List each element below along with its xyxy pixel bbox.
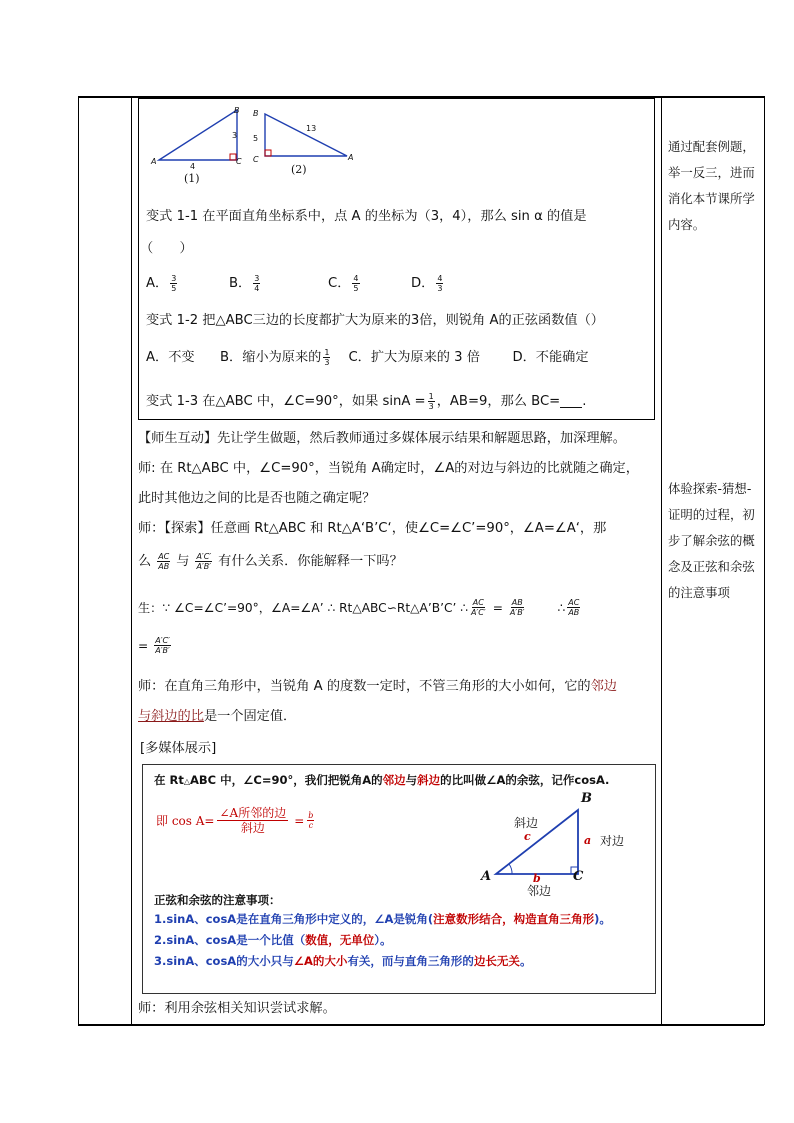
fig1-label-c: C (236, 157, 242, 166)
fig1-side-ac: 4 (190, 162, 196, 171)
teacher-statement-line1: 师：在直角三角形中，当锐角 A 的度数一定时，不管三角形的大小如何，它的邻边 (138, 679, 617, 694)
table-col-line-4 (764, 96, 765, 1025)
fig2-label-b: B (253, 109, 259, 118)
variant-1-1-text: 变式 1-1 在平面直角坐标系中，点 A 的坐标为（3，4），那么 sin α 的值是 (146, 209, 587, 224)
tri-opp-label: 对边 (600, 834, 625, 848)
tri-label-b: B (581, 791, 592, 806)
definition-text: 在 Rt△ABC 中，∠C=90°，我们把锐角A的邻边与斜边的比叫做∠A的余弦，记作cosA. (154, 773, 610, 787)
explore-line2: 么 $\frac{AC}{AB}$ 与 $\frac{A'C'}{A'B'}$ 有什么关系．你能解释一下吗？ (138, 552, 403, 571)
fig1-label-a: A (151, 157, 157, 166)
multimedia-label: [多媒体展示] (140, 741, 217, 756)
side-note-top: 通过配套例题，举一反三，进而消化本节课所学内容。 (668, 139, 755, 232)
fig1-label-b: B (234, 106, 240, 115)
table-col-line-2 (131, 96, 132, 1025)
triangle-figures (145, 104, 375, 190)
option-b: B． $\frac{3}{4}$ (229, 274, 260, 293)
cos-formula: 即 cos A= ∠A所邻的边 斜边 = $\frac{b}{c}$ (156, 806, 314, 835)
tri-adj-label: 邻边 (527, 884, 552, 898)
option-d: D． $\frac{4}{3}$ (411, 274, 443, 293)
student-answer-line1: 生：∵ ∠C=∠C’=90°，∠A=∠A’ ∴ Rt△ABC∽Rt△A’B’C’ ∴ $\frac{AC}{A'C'}$ = $\frac{AB}{A'B'}$ ∴ $\frac{AC}{AB}$ (138, 598, 580, 617)
v12-option-d: D．不能确定 (512, 349, 589, 365)
tri-label-a: A (481, 869, 492, 884)
side-note-middle: 体验探索-猜想-证明的过程，初步了解余弦的概念及正弦和余弦的注意事项 (668, 481, 755, 600)
tri-hyp-label: 斜边 (514, 816, 539, 830)
teacher-final-line: 师：利用余弦相关知识尝试求解。 (138, 1001, 336, 1016)
teacher-question-line1: 师: 在 Rt△ABC 中，∠C=90°，当锐角 A确定时，∠A的对边与斜边的比就随之确定， (138, 461, 639, 476)
note-1: 1.sinA、cosA是在直角三角形中定义的，∠A是锐角(注意数形结合，构造直角三角形)。 (154, 912, 611, 926)
v12-option-b: B．缩小为原来的 (220, 349, 322, 365)
fig2-side-bc: 5 (253, 134, 259, 143)
note-2: 2.sinA、cosA是一个比值（数值，无单位）。 (154, 933, 392, 947)
notes-title: 正弦和余弦的注意事项： (154, 893, 281, 907)
adjacent-side-highlight: 邻边 (590, 679, 617, 694)
v12-option-a: A．不变 (146, 349, 195, 365)
tri-side-b: b (533, 872, 541, 885)
v13-frac: $\frac{1}{3}$ (428, 392, 434, 411)
variant-1-2-options (146, 348, 589, 367)
variant-1-2-text: 变式 1-2 把△ABC三边的长度都扩大为原来的3倍，则锐角 A的正弦函数值（） (146, 313, 604, 328)
fig2-side-ab: 13 (306, 124, 317, 133)
answer-blank[interactable] (560, 395, 582, 408)
teacher-statement-line2: 与斜边的比是一个固定值． (138, 709, 297, 724)
fig1-side-bc: 3 (232, 131, 238, 140)
tri-side-a: a (584, 834, 592, 847)
variant-1-1-paren: （ ） (140, 241, 193, 256)
tri-label-c: C (573, 869, 584, 884)
table-col-line-1 (78, 96, 79, 1025)
explore-line1: 师：【探索】任意画 Rt△ABC 和 Rt△A‘B’C‘，使∠C=∠C’=90°，∠A=∠A‘，那 (138, 521, 607, 536)
note-3: 3.sinA、cosA的大小只与∠A的大小有关，而与直角三角形的边长无关。 (154, 954, 532, 968)
v12-option-b-frac: $\frac{1}{3}$ (324, 348, 330, 367)
variant-1-3: 变式 1-3 在△ABC 中，∠C=90°，如果 sinA = $\frac{1}{3}$ ，AB=9，那么 BC= . (146, 392, 587, 411)
option-a: A． $\frac{3}{5}$ (146, 274, 177, 293)
student-answer-line2: = $\frac{A'C'}{A'B'}$ (138, 636, 170, 655)
fig1-caption: (1) (184, 172, 200, 185)
fig2-label-c: C (253, 155, 259, 164)
fig2-label-a: A (348, 153, 354, 162)
variant-1-1-options (146, 274, 445, 293)
table-col-line-3 (661, 96, 662, 1025)
teacher-question-line2: 此时其他边之间的比是否也随之确定呢？ (138, 491, 376, 506)
v12-option-c: C．扩大为原来的 3 倍 (348, 349, 480, 365)
tri-side-c: c (524, 830, 531, 843)
fig2-caption: (2) (291, 163, 307, 176)
interaction-text: 【师生互动】先让学生做题，然后教师通过多媒体展示结果和解题思路，加深理解。 (138, 431, 626, 446)
ratio-highlight: 与斜边的比 (138, 709, 204, 724)
option-c: C． $\frac{4}{5}$ (328, 274, 359, 293)
